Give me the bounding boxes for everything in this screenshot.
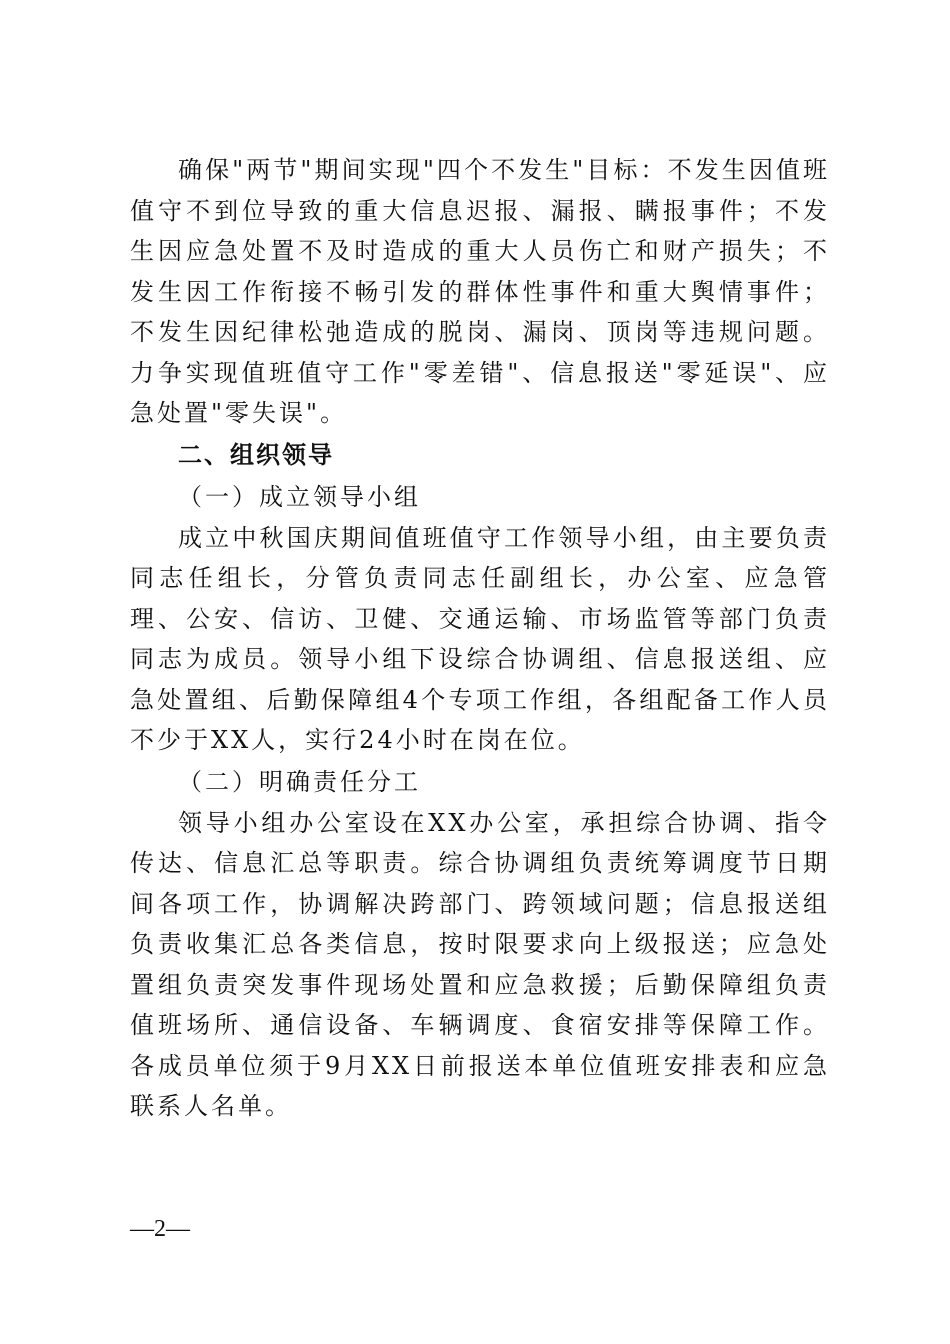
paragraph-responsibilities: 领导小组办公室设在XX办公室，承担综合协调、指令传达、信息汇总等职责。综合协调组负责统筹调度节日期间各项工作，协调解决跨部门、跨领域问题；信息报送组负责收集汇总各类信息，按时限要求向上级报送；应急处置组负责突发事件现场处置和应急救援；后勤保障组负责值班场所、通信设备、车辆调度、食宿安排等保障工作。各成员单位须于9月XX日前报送本单位值班安排表和应急联系人名单。	[130, 808, 830, 1120]
paragraph-goal: 确保"两节"期间实现"四个不发生"目标：不发生因值班值守不到位导致的重大信息迟报、漏报、瞒报事件；不发生因应急处置不及时造成的重大人员伤亡和财产损失；不发生因工作衔接不畅引发的群体性事件和重大舆情事件；不发生因纪律松弛造成的脱岗、漏岗、顶岗等违规问题。力争实现值班值守工作"零差错"、信息报送"零延误"、应急处置"零失误"。	[130, 156, 830, 427]
page-number: —2—	[130, 1216, 190, 1242]
paragraph-leadership-group: 成立中秋国庆期间值班值守工作领导小组，由主要负责同志任组长，分管负责同志任副组长，办公室、应急管理、公安、信访、卫健、交通运输、市场监管等部门负责同志为成员。领导小组下设综合协调组、信息报送组、应急处置组、后勤保障组4个专项工作组，各组配备工作人员不少于XX人，实行24小时在岗在位。	[130, 523, 830, 754]
subsection-title-leadership-group: （一）成立领导小组	[178, 482, 421, 511]
document-body	[130, 150, 830, 1127]
section-title-organization: 二、组织领导	[178, 440, 334, 469]
subsection-title-responsibilities: （二）明确责任分工	[178, 767, 421, 796]
